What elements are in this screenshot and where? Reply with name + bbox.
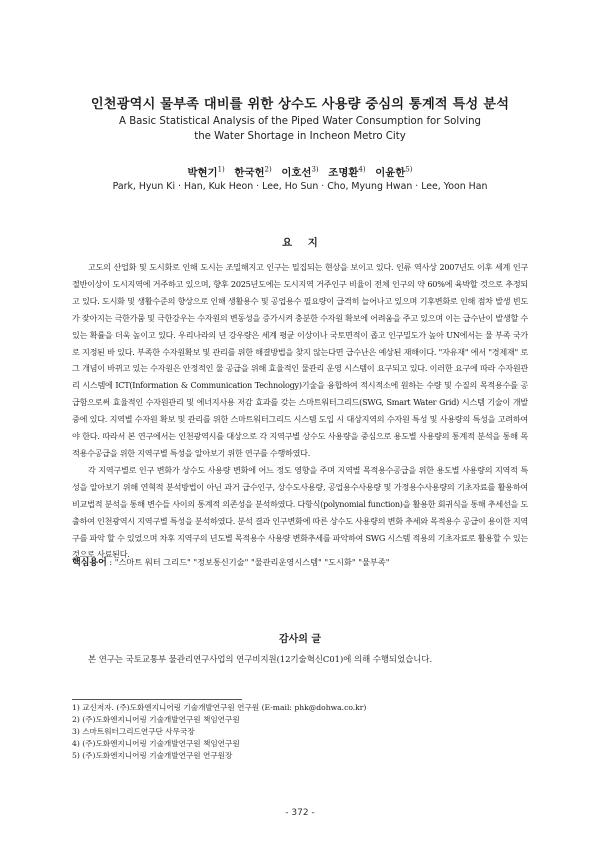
authors-korean bbox=[0, 164, 600, 179]
title-english-line-1: A Basic Statistical Analysis of the Piped Water Consumption for Solving bbox=[118, 116, 482, 127]
footnote-5: 5) (주)도화엔지니어링 기술개발연구원 연구원장 bbox=[72, 751, 233, 760]
title-english bbox=[0, 114, 600, 144]
author-4 bbox=[328, 167, 365, 179]
footnote-3: 3) 스마트워터그리드연구단 사무국장 bbox=[72, 727, 195, 736]
footnote-4: 4) (주)도화엔지니어링 기술개발연구원 책임연구원 bbox=[72, 739, 240, 748]
author-5-mark: 5) bbox=[405, 165, 413, 174]
acknowledgement-text: 본 연구는 국토교통부 물관리연구사업의 연구비지원(12기술혁신C01)에 의해 수행되었습니다. bbox=[88, 654, 433, 664]
footnote-divider bbox=[72, 699, 242, 700]
author-1-mark: 1) bbox=[217, 165, 225, 174]
author-3-mark: 3) bbox=[311, 165, 319, 174]
author-5 bbox=[375, 167, 412, 179]
acknowledgement-heading: 감사의 글 bbox=[278, 634, 322, 645]
abstract-body bbox=[72, 259, 528, 563]
author-1-name: 박현기 bbox=[187, 167, 218, 179]
author-2-name: 한국헌 bbox=[234, 167, 265, 179]
footnote-1: 1) 교신저자. (주)도화엔지니어링 기술개발연구원 연구원 (E-mail: phk@dohwa.co.kr) bbox=[72, 703, 367, 712]
abstract-heading: 요 지 bbox=[282, 237, 318, 249]
keywords-label: 핵심용어 bbox=[72, 558, 107, 568]
title-korean: 인천광역시 물부족 대비를 위한 상수도 사용량 중심의 통계적 특성 분석 bbox=[90, 97, 510, 112]
abstract-paragraph-1: 고도의 산업화 및 도시화로 인해 도시는 조밀해지고 인구는 밀집되는 현상을 보이고 있다. 인류 역사상 2007년도 이후 세계 인구 절반이상이 도시지역에 거주하고 있으며, 향후 2025년도에는 도시지역 거주인구 비율이 전체 인구의 약 60%에 육박할 것으로 추정되고 있다. 도시화 및 생활수준의 향상으로 인해 생활용수 및 공업용수 필요량이 급격히 늘어나고 있으며 기후변화로 인해 점차 발생 빈도가 잦아지는 극한가뭄 및 극한강우는 수자원의 변동성을 증가시켜 충분한 수자원 확보에 어려움을 주고 있으며 이는 급수난이 발생할 수 있는 확률을 더욱 높이고 있다. 우리나라의 년 강우량은 세계 평균 이상이나 국토면적이 좁고 인구밀도가 높아 UN에서는 물 부족 국가로 지정된 바 있다. 부족한 수자원확보 및 관리를 위한 해결방법을 찾지 않는다면 급수난은 예상된 재해이다. "자유재" 에서 "경제재" 로 그 개념이 바뀌고 있는 수자원은 안정적인 물 공급을 위해 효율적인 물관리 운영 시스템이 요구되고 있다. 이러한 요구에 따라 수자원관리 시스템에 ICT(Information & Communication Technology)기술을 융합하여 적시적소에 원하는 수량 및 수질의 목적용수를 공급함으로써 효율적인 수자원관리 및 에너지사용 저감 효과를 갖는 스마트워터그리드(SWG, Smart Water Grid) 시스템 기술이 개발 중에 있다. 지역별 수자원 확보 및 관리를 위한 스마트워터그리드 시스템 도입 시 대상지역의 수자원 특성 및 사용량의 특성을 고려하여야 한다. 따라서 본 연구에서는 인천광역시를 대상으로 각 지역구별 상수도 사용량을 중심으로 용도별 사용량의 통계적 분석을 통해 목적용수공급을 위한 지역구별 특성을 알아보기 위한 연구를 수행하였다. bbox=[72, 262, 528, 458]
author-4-mark: 4) bbox=[358, 165, 366, 174]
author-1 bbox=[187, 167, 224, 179]
page-number: - 372 - bbox=[285, 808, 315, 818]
author-3 bbox=[281, 167, 318, 179]
author-4-name: 조명환 bbox=[328, 167, 359, 179]
author-2-mark: 2) bbox=[264, 165, 272, 174]
author-2 bbox=[234, 167, 271, 179]
footnotes bbox=[72, 702, 532, 762]
title-english-line-2: the Water Shortage in Incheon Metro City bbox=[194, 131, 406, 142]
footnote-2: 2) (주)도화엔지니어링 기술개발연구원 책임연구원 bbox=[72, 715, 240, 724]
abstract-paragraph-2: 각 지역구별로 인구 변화가 상수도 사용량 변화에 어느 정도 영향을 주며 지역별 목적용수공급을 위한 용도별 사용량의 지역적 특성을 알아보기 위해 연혁적 분석방법이 아닌 과거 급수인구, 상수도사용량, 공업용수사용량 및 가정용수사용량의 기초자료를 활용하여 비교법적 분석을 통해 변수들 사이의 통계적 의존성을 분석하였다. 다항식(polynomial function)을 활용한 회귀식을 통해 추세선을 도출하여 인천광역시 지역구별 특성을 분석하였다. 분석 결과 인구변화에 따른 상수도 사용량의 변화 추세와 목적용수 공급이 용이한 지역구를 파악 할 수 있었으며 차후 지역구의 년도별 목적용수 사용량 변화추세를 파악하여 SWG 시스템 적용의 기초자료로 활용할 수 있는 것으로 사료된다. bbox=[72, 464, 528, 560]
keywords: 핵심용어 : "스마트 워터 그리드" "정보통신기술" "물관리운영시스템" "도시화" "물부족" bbox=[72, 557, 390, 568]
author-3-name: 이호선 bbox=[281, 167, 312, 179]
keywords-text: "스마트 워터 그리드" "정보통신기술" "물관리운영시스템" "도시화" "물부족" bbox=[114, 557, 390, 567]
authors-english: Park, Hyun Ki · Han, Kuk Heon · Lee, Ho Sun · Cho, Myung Hwan · Lee, Yoon Han bbox=[112, 181, 488, 192]
author-5-name: 이윤한 bbox=[375, 167, 406, 179]
